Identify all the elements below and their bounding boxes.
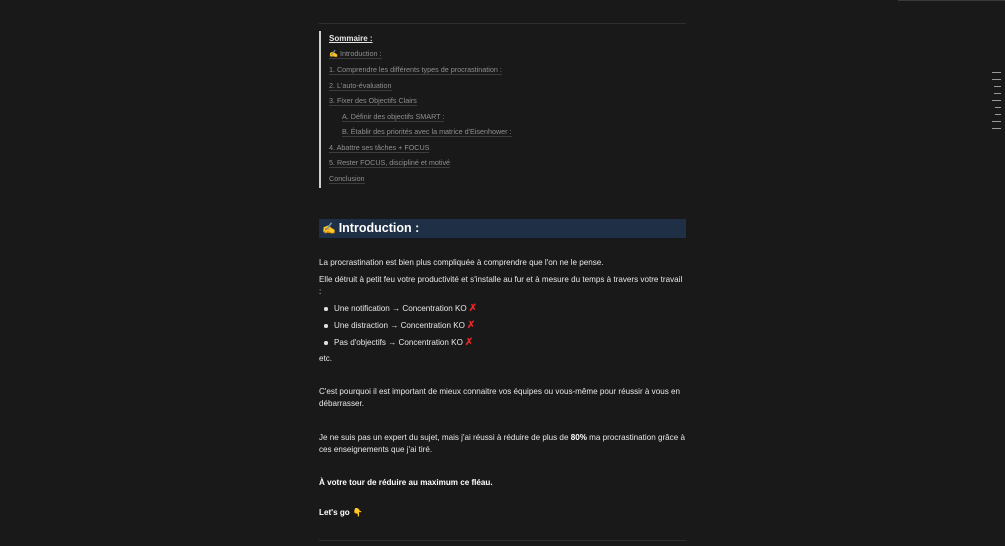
introduction-heading [319, 219, 686, 238]
percentage-highlight: 80% [570, 433, 587, 442]
outline-line [992, 121, 1001, 122]
paragraph-5 [319, 477, 686, 489]
list-item [319, 336, 686, 353]
paragraph-4 [319, 432, 686, 456]
top-divider [319, 23, 686, 24]
outline-line [994, 86, 1001, 87]
list-item-text: Une notification → Concentration KO [334, 304, 467, 313]
list-item [319, 302, 686, 319]
toc-link-smart[interactable]: A. Définir des objectifs SMART : [342, 112, 445, 121]
toc-link-objectifs[interactable]: 3. Fixer des Objectifs Clairs [329, 96, 417, 105]
lets-go-text: Let's go [319, 508, 350, 517]
paragraph-2: Elle détruit à petit feu votre productivité et s'installe au fur et à mesure du temps à travers votre travail : [319, 275, 683, 296]
paragraph-5-text: À votre tour de réduire au maximum ce fléau. [319, 478, 493, 487]
paragraph-4-end: ma procrastination grâce à ces enseignements que j'ai tiré. [319, 433, 685, 454]
outline-line [992, 79, 1001, 80]
toc-link-auto-evaluation[interactable]: 2. L'auto-évaluation [329, 81, 392, 90]
paragraph-3: C'est pourquoi il est important de mieux connaitre vos équipes ou vous-même pour réussir à vous en débarrasser. [319, 387, 681, 408]
toc-link-types[interactable]: 1. Comprendre les différents types de procrastination : [329, 65, 502, 74]
toc-link-introduction[interactable]: ✍️ Introduction : [329, 49, 382, 58]
page-outline-icon[interactable] [989, 72, 1001, 134]
paragraph-1: La procrastination est bien plus compliquée à comprendre que l'on ne le pense. [319, 258, 604, 267]
introduction-heading-text: Introduction : [338, 221, 420, 235]
table-of-contents [319, 31, 681, 188]
outline-line [992, 72, 1001, 73]
list-item-text: Une distraction → Concentration KO [334, 321, 465, 330]
toc-link-focus[interactable]: 4. Abattre ses tâches + FOCUS [329, 143, 430, 152]
outline-line [992, 100, 1001, 101]
toc-title: Sommaire : [329, 34, 373, 43]
outline-line [994, 93, 1001, 94]
pointing-down-icon: 👇 [352, 508, 363, 517]
cross-mark-icon: ✗ [464, 337, 474, 348]
bottom-divider [319, 540, 686, 541]
outline-line [992, 128, 1001, 129]
paragraph-4-start: Je ne suis pas un expert du sujet, mais j'ai réussi à réduire de plus de [319, 433, 571, 442]
paragraph-6 [319, 507, 686, 519]
toc-link-discipline[interactable]: 5. Rester FOCUS, discipliné et motivé [329, 158, 451, 167]
cross-mark-icon: ✗ [468, 303, 478, 314]
outline-line [995, 107, 1001, 108]
bullet-list [319, 302, 686, 353]
toc-link-eisenhower[interactable]: B. Établir des priorités avec la matrice d'Eisenhower : [342, 127, 512, 136]
writing-hand-icon: ✍️ [322, 223, 336, 235]
etc-text: etc. [319, 354, 333, 363]
corner-divider [898, 0, 1005, 1]
toc-link-conclusion[interactable]: Conclusion [329, 174, 365, 183]
list-item [319, 319, 686, 336]
outline-line [995, 114, 1001, 115]
cross-mark-icon: ✗ [466, 320, 476, 331]
list-item-text: Pas d'objectifs → Concentration KO [334, 338, 463, 347]
